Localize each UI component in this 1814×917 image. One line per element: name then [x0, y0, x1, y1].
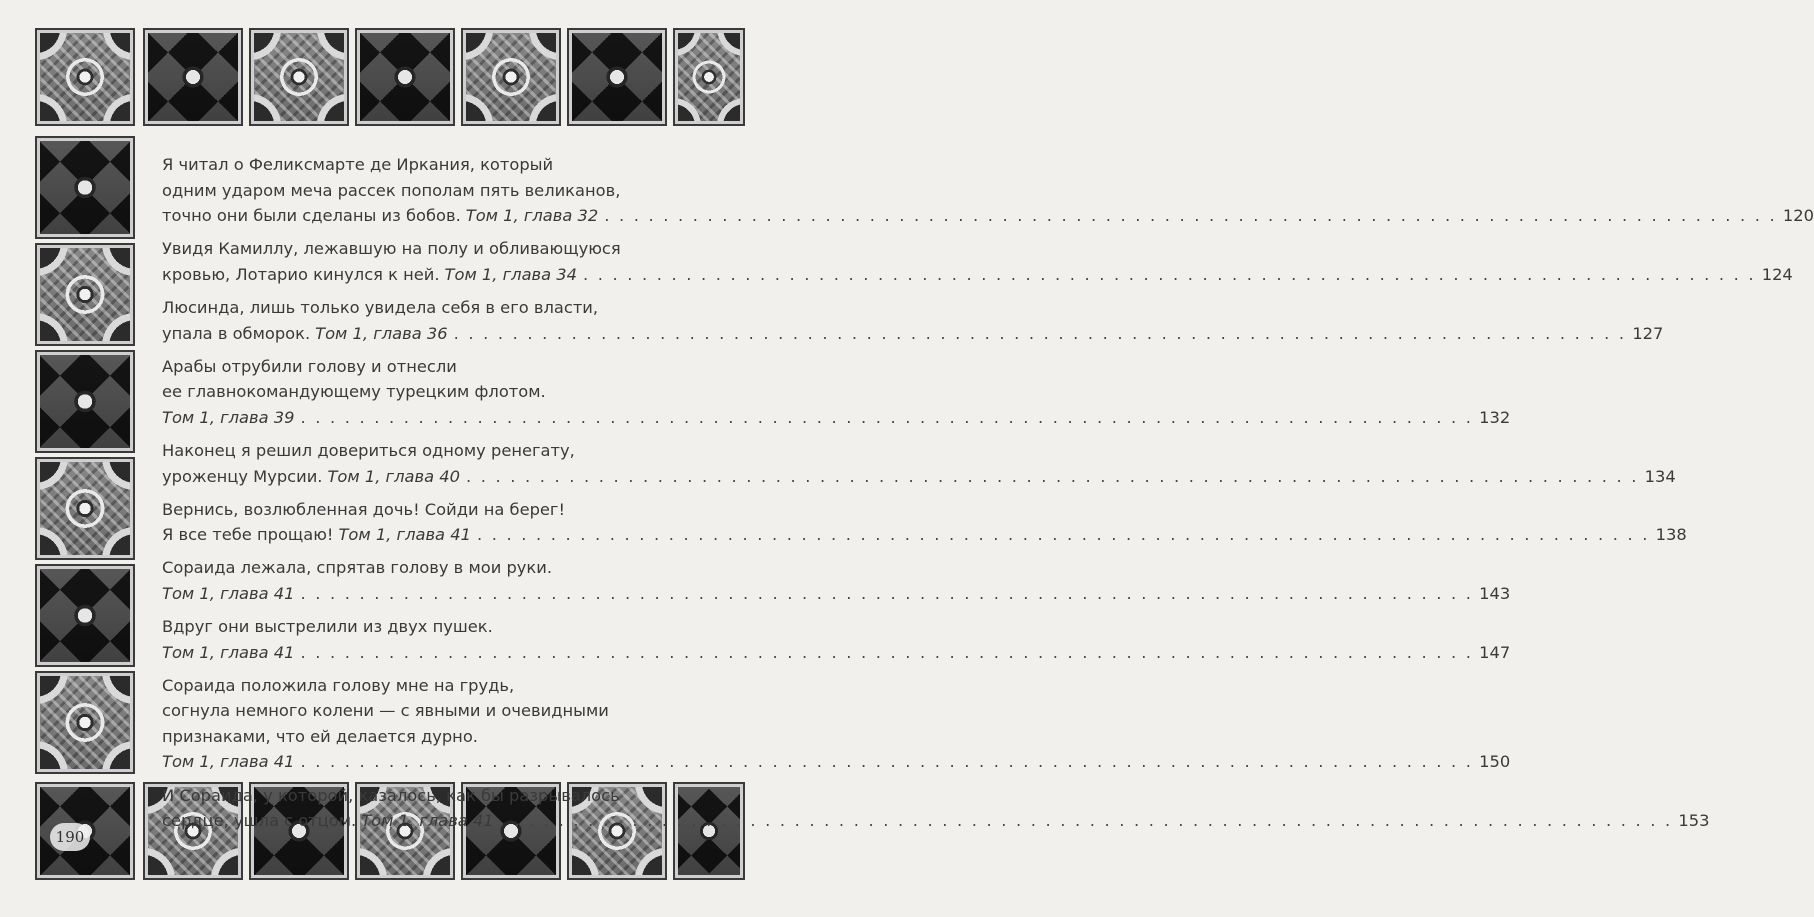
- chapter-reference: Том 1, глава 41: [162, 752, 295, 772]
- toc-entry: [162, 614, 1511, 665]
- toc-entry: [162, 673, 1511, 775]
- frame-tile-top: [673, 28, 745, 126]
- entry-text-line: Сораида лежала, спрятав голову в мои руки.: [162, 558, 553, 578]
- entry-page-number: 150: [1479, 752, 1511, 772]
- frame-tile-left: [35, 671, 135, 774]
- chapter-reference: Том 1, глава 41: [162, 583, 295, 603]
- entry-page-number: 127: [1632, 323, 1664, 343]
- entry-page-number: 134: [1644, 466, 1676, 486]
- frame-tile-left: [35, 243, 135, 346]
- toc-entry: [162, 152, 1814, 229]
- dot-leader: . . . . . . . . . . . . . . . . . . . . . . . . . . . . . . . . . . . . . . . . . . . . . . . . . . . . . . . . . . . . . . . . . . . . . . . . . . . . . . . .: [300, 642, 1474, 662]
- chapter-reference: Том 1, глава 41: [361, 811, 494, 831]
- entry-reference-line: [162, 640, 1511, 666]
- entry-text-line: Я читал о Феликсмарте де Иркания, который: [162, 155, 554, 174]
- frame-tile-top: [461, 28, 561, 126]
- dot-leader: . . . . . . . . . . . . . . . . . . . . . . . . . . . . . . . . . . . . . . . . . . . . . . . . . . . . . . . . . . . . . . . . . . . . . . . . . . . . . . . .: [300, 752, 1474, 772]
- entry-text-line: уроженцу Мурсии.: [162, 466, 323, 486]
- entry-text-line: ее главнокомандующему турецким флотом.: [162, 382, 546, 402]
- toc-entry: [162, 354, 1511, 431]
- frame-tile-left: [35, 350, 135, 453]
- chapter-reference: Том 1, глава 39: [162, 407, 295, 427]
- dot-leader: . . . . . . . . . . . . . . . . . . . . . . . . . . . . . . . . . . . . . . . . . . . . . . . . . . . . . . . . . . . . . . . . . . . . . . . . . . . . . . . .: [300, 407, 1474, 427]
- entry-page-number: 147: [1479, 642, 1511, 662]
- toc-entry: [162, 438, 1676, 489]
- entry-text-line: упала в обморок.: [162, 323, 311, 343]
- dot-leader: . . . . . . . . . . . . . . . . . . . . . . . . . . . . . . . . . . . . . . . . . . . . . . . . . . . . . . . . . . . . . . . . . . . . . . . . . . . . . . . .: [465, 466, 1639, 486]
- toc-entry: [162, 295, 1664, 346]
- toc-entry: [162, 236, 1793, 287]
- entry-page-number: 120: [1782, 206, 1814, 226]
- frame-tile-top: [249, 28, 349, 126]
- entry-reference-line: [162, 464, 1676, 490]
- chapter-reference: Том 1, глава 36: [315, 323, 448, 343]
- toc-entry: [162, 783, 1710, 834]
- dot-leader: . . . . . . . . . . . . . . . . . . . . . . . . . . . . . . . . . . . . . . . . . . . . . . . . . . . . . . . . . . . . . . . . . . . . . . . . . . . . . . . .: [453, 323, 1627, 343]
- frame-tile-left: [35, 564, 135, 667]
- entry-text-line: Увидя Камиллу, лежавшую на полу и обливающуюся: [162, 239, 621, 259]
- chapter-reference: Том 1, глава 34: [444, 264, 578, 284]
- entry-reference-line: [162, 581, 1511, 607]
- entry-reference-line: [162, 203, 1814, 229]
- entry-text-line: одним ударом меча рассек пополам пять великанов,: [162, 180, 621, 200]
- entry-text-line: согнула немного колени — с явными и очевидными: [162, 701, 609, 721]
- entry-page-number: 138: [1655, 525, 1687, 545]
- dot-leader: . . . . . . . . . . . . . . . . . . . . . . . . . . . . . . . . . . . . . . . . . . . . . . . . . . . . . . . . . . . . . . . . . . . . . . . . . . . . . . . .: [499, 811, 1673, 831]
- frame-tile-top: [143, 28, 243, 126]
- entry-text-line: Вдруг они выстрелили из двух пушек.: [162, 617, 493, 636]
- chapter-reference: Том 1, глава 32: [465, 206, 599, 226]
- toc-entry: [162, 555, 1511, 606]
- entry-text-line: Арабы отрубили голову и отнесли: [162, 356, 457, 376]
- chapter-reference: Том 1, глава 40: [327, 466, 460, 486]
- entry-reference-line: [162, 262, 1793, 288]
- entry-text-line: Наконец я решил довериться одному ренегату,: [162, 440, 575, 460]
- entry-text-line: И Сораида, у которой, казалось, как бы разрывалось: [162, 785, 620, 805]
- chapter-reference: Том 1, глава 41: [162, 642, 295, 662]
- entry-page-number: 124: [1761, 264, 1793, 284]
- toc-entry: [162, 497, 1687, 548]
- entry-reference-line: [162, 522, 1687, 548]
- frame-tile-left: [35, 136, 135, 239]
- dot-leader: . . . . . . . . . . . . . . . . . . . . . . . . . . . . . . . . . . . . . . . . . . . . . . . . . . . . . . . . . . . . . . . . . . . . . . . . . . . . . . . .: [476, 525, 1650, 545]
- dot-leader: . . . . . . . . . . . . . . . . . . . . . . . . . . . . . . . . . . . . . . . . . . . . . . . . . . . . . . . . . . . . . . . . . . . . . . . . . . . . . . . .: [300, 583, 1474, 603]
- entry-text-line: сердце, ушла с отцом.: [162, 811, 357, 831]
- dot-leader: . . . . . . . . . . . . . . . . . . . . . . . . . . . . . . . . . . . . . . . . . . . . . . . . . . . . . . . . . . . . . . . . . . . . . . . . . . . . . . . .: [583, 264, 1756, 284]
- entry-text-line: точно они были сделаны из бобов.: [162, 206, 461, 226]
- illustrations-list: [162, 152, 1814, 841]
- page-number: 190: [50, 823, 90, 851]
- entry-reference-line: [162, 405, 1511, 431]
- entry-text-line: Сораида положила голову мне на грудь,: [162, 675, 515, 695]
- dot-leader: . . . . . . . . . . . . . . . . . . . . . . . . . . . . . . . . . . . . . . . . . . . . . . . . . . . . . . . . . . . . . . . . . . . . . . . . . . . . . . . .: [604, 206, 1777, 226]
- entry-text-line: признаками, что ей делается дурно.: [162, 726, 478, 746]
- frame-tile-top: [35, 28, 135, 126]
- entry-page-number: 132: [1479, 407, 1511, 427]
- entry-page-number: 153: [1678, 811, 1710, 831]
- frame-tile-top: [567, 28, 667, 126]
- entry-text-line: Я все тебе прощаю!: [162, 525, 334, 545]
- entry-reference-line: [162, 749, 1511, 775]
- entry-text-line: кровью, Лотарио кинулся к ней.: [162, 264, 440, 284]
- entry-text-line: Люсинда, лишь только увидела себя в его власти,: [162, 297, 599, 317]
- entry-reference-line: [162, 321, 1664, 347]
- entry-reference-line: [162, 808, 1710, 834]
- entry-text-line: Вернись, возлюбленная дочь! Сойди на берег!: [162, 499, 566, 519]
- chapter-reference: Том 1, глава 41: [338, 525, 471, 545]
- frame-tile-top: [355, 28, 455, 126]
- entry-page-number: 143: [1479, 583, 1511, 603]
- frame-tile-left: [35, 457, 135, 560]
